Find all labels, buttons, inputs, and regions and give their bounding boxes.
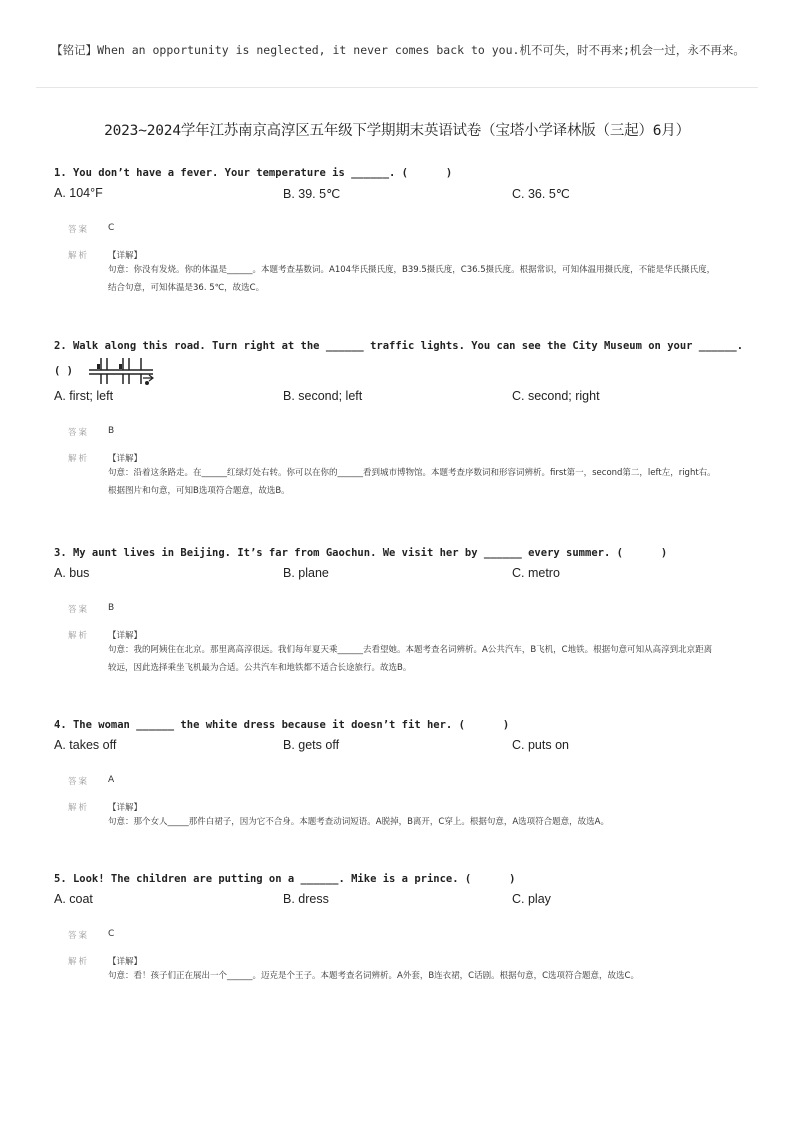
header-divider bbox=[36, 87, 758, 88]
answer-value: C bbox=[108, 223, 115, 233]
question-5 bbox=[54, 869, 754, 985]
option-b: B. dress bbox=[283, 892, 329, 906]
explanation-text: 句意：看！孩子们正在展出一个______。迈克是个王子。本题考查名词辨析。A外套，B连衣裙，C话剧。根据句意，C选项符合题意，故选C。 bbox=[108, 971, 639, 981]
question-stem: 2. Walk along this road. Turn right at the ______ traffic lights. You can see the City Museum on your ______. bbox=[54, 340, 744, 352]
traffic-map-diagram bbox=[87, 356, 159, 386]
answer-value: C bbox=[108, 929, 115, 939]
answer-label: 答案 bbox=[68, 605, 90, 615]
options-row bbox=[54, 892, 754, 912]
question-stem-line2: ( ) bbox=[54, 365, 73, 377]
explain-label: 解析 bbox=[68, 251, 90, 261]
option-b: B. 39. 5℃ bbox=[283, 187, 341, 201]
options-row bbox=[54, 186, 754, 206]
answer-label: 答案 bbox=[68, 931, 90, 941]
option-b: B. plane bbox=[283, 566, 329, 580]
option-a: A. 104°F bbox=[54, 186, 103, 200]
explain-label: 解析 bbox=[68, 631, 90, 641]
answer-label: 答案 bbox=[68, 777, 90, 787]
options-row bbox=[54, 738, 754, 758]
question-stem: 1. You don’t have a fever. Your temperature is ______. ( ) bbox=[54, 167, 453, 179]
question-stem: 4. The woman ______ the white dress because it doesn’t fit her. ( ) bbox=[54, 719, 510, 731]
question-2 bbox=[54, 336, 754, 500]
answer-block bbox=[54, 775, 754, 831]
question-4 bbox=[54, 715, 754, 831]
answer-value: A bbox=[108, 775, 115, 785]
question-1 bbox=[54, 163, 754, 297]
option-c: C. metro bbox=[512, 566, 560, 580]
explanation-text: 句意：你没有发烧。你的体温是______。本题考查基数词。A104华氏摄氏度，B39.5摄氏度，C36.5摄氏度。根据常识，可知体温用摄氏度，不能是华氏摄氏度，结合句意，可知体温是36. 5℃，故选C。 bbox=[108, 265, 716, 293]
explanation-text: 句意：那个女人_____那件白裙子，因为它不合身。本题考查动词短语。A脱掉，B离开，C穿上。根据句意，A选项符合题意，故选A。 bbox=[108, 817, 609, 827]
answer-value: B bbox=[108, 603, 115, 613]
explain-label: 解析 bbox=[68, 803, 90, 813]
motto-header: 【铭记】When an opportunity is neglected, it never comes back to you.机不可失，时不再来;机会一过，永不再来。 bbox=[51, 43, 745, 57]
detail-tag: 【详解】 bbox=[108, 957, 143, 967]
option-c: C. play bbox=[512, 892, 551, 906]
explanation-text: 句意：沿着这条路走。在______红绿灯处右转。你可以在你的______看到城市博物馆。本题考查序数词和形容词辨析。first第一，second第二，left左，right右。根据图片和句意，可知B选项符合题意，故选B。 bbox=[108, 468, 716, 496]
answer-value: B bbox=[108, 426, 115, 436]
options-row bbox=[54, 566, 754, 586]
explain-label: 解析 bbox=[68, 957, 90, 967]
option-a: A. first; left bbox=[54, 389, 114, 403]
answer-block bbox=[54, 929, 754, 985]
question-stem: 3. My aunt lives in Beijing. It’s far from Gaochun. We visit her by ______ every summer. ( ) bbox=[54, 547, 668, 559]
option-a: A. bus bbox=[54, 566, 90, 580]
detail-tag: 【详解】 bbox=[108, 251, 143, 261]
answer-block bbox=[54, 603, 754, 677]
detail-tag: 【详解】 bbox=[108, 631, 143, 641]
detail-tag: 【详解】 bbox=[108, 454, 143, 464]
answer-block bbox=[54, 426, 754, 500]
question-stem: 5. Look! The children are putting on a ______. Mike is a prince. ( ) bbox=[54, 873, 516, 885]
explanation-text: 句意：我的阿姨住在北京。那里离高淳很远。我们每年夏天乘______去看望她。本题考查名词辨析。A公共汽车，B飞机，C地铁。根据句意可知从高淳到北京距离较远，因此选择乘坐飞机最为合适。公共汽车和地铁都不适合长途旅行。故选B。 bbox=[108, 645, 713, 673]
detail-tag: 【详解】 bbox=[108, 803, 143, 813]
answer-label: 答案 bbox=[68, 225, 90, 235]
options-row bbox=[54, 389, 754, 409]
option-a: A. takes off bbox=[54, 738, 117, 752]
option-b: B. second; left bbox=[283, 389, 363, 403]
document-title: 2023~2024学年江苏南京高淳区五年级下学期期末英语试卷（宝塔小学译林版（三起）6月） bbox=[104, 123, 690, 139]
option-c: C. puts on bbox=[512, 738, 569, 752]
answer-block bbox=[54, 223, 754, 297]
explain-label: 解析 bbox=[68, 454, 90, 464]
question-3 bbox=[54, 543, 754, 677]
option-c: C. second; right bbox=[512, 389, 600, 403]
option-a: A. coat bbox=[54, 892, 93, 906]
option-b: B. gets off bbox=[283, 738, 340, 752]
answer-label: 答案 bbox=[68, 428, 90, 438]
option-c: C. 36. 5℃ bbox=[512, 187, 570, 201]
